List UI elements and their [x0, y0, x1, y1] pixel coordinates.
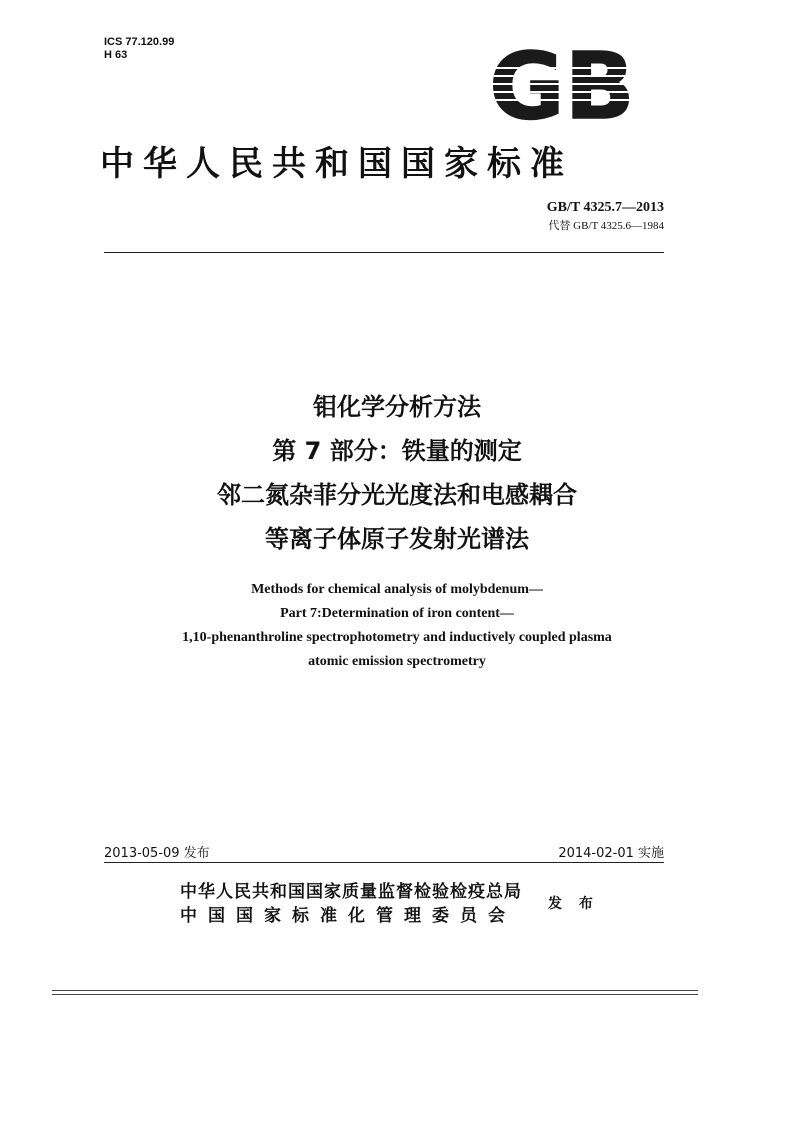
english-title-line-2: Part 7:Determination of iron content—: [280, 606, 514, 621]
chinese-title-line-2: 第 7 部分：铁量的测定: [272, 437, 522, 465]
english-title-line-4: atomic emission spectrometry: [308, 654, 486, 669]
english-title-line-3: 1,10-phenanthroline spectrophotometry and inductively coupled plasma: [182, 630, 612, 645]
english-title-line-1: Methods for chemical analysis of molybdenum—: [251, 582, 543, 597]
issuing-organizations: [180, 880, 522, 928]
effective-date: 2014-02-01 实施: [558, 846, 664, 861]
classification-codes: [104, 36, 174, 62]
footer-double-rule: [52, 990, 698, 995]
issuer-sac: 中国国家标准化管理委员会: [180, 906, 516, 926]
english-title: [60, 578, 734, 674]
chinese-title-line-4: 等离子体原子发射光谱法: [265, 525, 529, 553]
header-divider: [104, 252, 664, 253]
chinese-title-line-1: 钼化学分析方法: [313, 393, 481, 421]
replaces-standard: 代替 GB/T 4325.6—1984: [548, 220, 664, 232]
standard-title: 中华人民共和国国家标准: [100, 144, 573, 184]
chinese-title-line-3: 邻二氮杂菲分光光度法和电感耦合: [217, 481, 577, 509]
issue-label: 发 布: [548, 896, 599, 912]
issuer-aqsiq: 中华人民共和国国家质量监督检验检疫总局: [180, 882, 522, 902]
ics-code: ICS 77.120.99: [104, 36, 175, 48]
publish-date: 2013-05-09 发布: [104, 846, 210, 861]
standard-number-block: [420, 200, 664, 233]
ccs-code: H 63: [104, 49, 128, 61]
gb-logo: [487, 44, 637, 124]
gb-logo-text: GB: [489, 44, 635, 124]
dates-divider: [104, 862, 664, 863]
dates-row: [104, 842, 664, 862]
standard-number: GB/T 4325.7—2013: [546, 200, 664, 215]
chinese-title: [60, 385, 734, 561]
